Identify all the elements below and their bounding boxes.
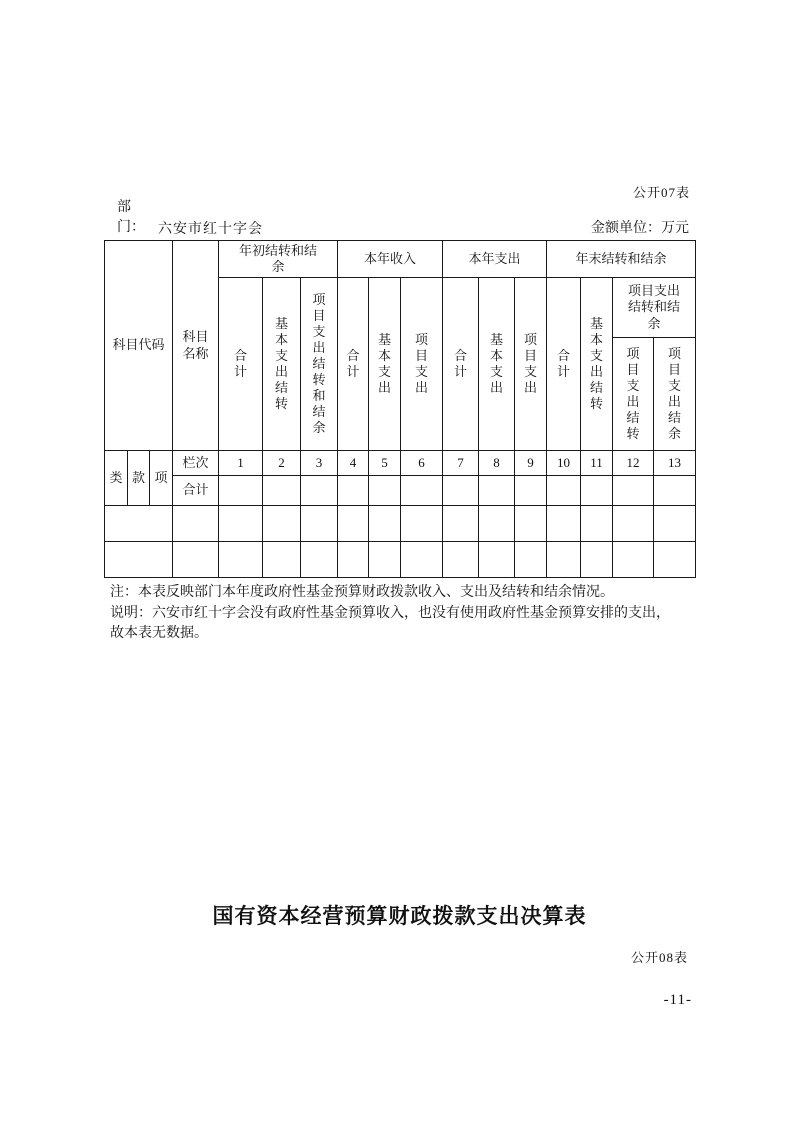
note-line: 注：本表反映部门本年度政府性基金预算财政拨款收入、支出及结转和结余情况。: [110, 585, 614, 600]
header-col-5: 基本支出: [369, 278, 401, 451]
header-col-4: 合计: [338, 278, 369, 451]
header-col-13: 项目支出结余: [654, 338, 696, 451]
empty-cell: [613, 542, 654, 578]
empty-cell: [479, 506, 515, 542]
empty-cell: [338, 542, 369, 578]
empty-cell: [301, 476, 338, 506]
empty-cell: [613, 506, 654, 542]
empty-cell: [479, 542, 515, 578]
empty-cell: [515, 476, 547, 506]
empty-cell: [173, 506, 219, 542]
lanci-4: 4: [338, 451, 369, 476]
empty-cell: [654, 506, 696, 542]
amount-unit-label: 金额单位：万元: [591, 221, 689, 236]
empty-cell: [369, 506, 401, 542]
empty-cell: [443, 476, 479, 506]
lanci-label: 栏次: [173, 451, 219, 476]
empty-cell: [301, 542, 338, 578]
lanci-1: 1: [219, 451, 263, 476]
department-label: 部门：: [117, 200, 145, 235]
empty-cell: [401, 542, 443, 578]
table-notes: [110, 583, 674, 645]
lanci-9: 9: [515, 451, 547, 476]
empty-cell: [443, 506, 479, 542]
empty-cell: [515, 506, 547, 542]
header-col-10: 合计: [547, 278, 581, 451]
header-col-11: 基本支出结转: [581, 278, 613, 451]
empty-cell: [338, 506, 369, 542]
empty-cell: [479, 476, 515, 506]
empty-cell: [219, 542, 263, 578]
empty-cell: [338, 476, 369, 506]
empty-cell: [654, 476, 696, 506]
header-col-9: 项目支出: [515, 278, 547, 451]
total-row-label: 合计: [173, 476, 219, 506]
empty-cell: [369, 542, 401, 578]
header-group-begin-balance: 年初结转和结余: [219, 241, 338, 278]
empty-cell: [263, 506, 301, 542]
empty-cell: [547, 476, 581, 506]
header-col-6: 项目支出: [401, 278, 443, 451]
code-col-lei: 类: [105, 451, 128, 506]
empty-cell: [547, 506, 581, 542]
lanci-10: 10: [547, 451, 581, 476]
header-col-12: 项目支出结转: [613, 338, 654, 451]
empty-cell: [547, 542, 581, 578]
header-subject-code: [105, 241, 173, 451]
empty-cell: [443, 542, 479, 578]
empty-code-cell: [105, 506, 173, 542]
header-col-7: 合计: [443, 278, 479, 451]
header-col-1: 合计: [219, 278, 263, 451]
empty-cell: [263, 542, 301, 578]
empty-cell: [654, 542, 696, 578]
lanci-3: 3: [301, 451, 338, 476]
remark-line: 说明：六安市红十字会没有政府性基金预算收入，也没有使用政府性基金预算安排的支出，故本表无数据。: [110, 605, 670, 641]
sheet-number-08: 公开08表: [630, 950, 688, 965]
empty-cell: [219, 476, 263, 506]
page-number: -11-: [663, 992, 692, 1008]
header-col-2: 基本支出结转: [263, 278, 301, 451]
lanci-5: 5: [369, 451, 401, 476]
code-col-kuan: 款: [128, 451, 150, 506]
lanci-12: 12: [613, 451, 654, 476]
empty-cell: [581, 476, 613, 506]
lanci-13: 13: [654, 451, 696, 476]
lanci-11: 11: [581, 451, 613, 476]
fund-budget-table-wrapper: [104, 240, 696, 578]
empty-cell: [613, 476, 654, 506]
header-col-3: 项目支出结转和结余: [301, 278, 338, 451]
header-group-end-balance: 年末结转和结余: [547, 241, 696, 278]
header-subgroup-project-end: 项目支出结转和结余: [613, 278, 696, 338]
lanci-7: 7: [443, 451, 479, 476]
header-col-8: 基本支出: [479, 278, 515, 451]
header-group-year-expense: 本年支出: [443, 241, 547, 278]
empty-cell: [173, 542, 219, 578]
empty-cell: [581, 506, 613, 542]
empty-cell: [301, 506, 338, 542]
department-name: 六安市红十字会: [158, 222, 263, 237]
empty-cell: [401, 476, 443, 506]
subject-code-label: 科目代码: [112, 337, 165, 353]
lanci-2: 2: [263, 451, 301, 476]
fund-budget-table: [104, 240, 696, 578]
empty-cell: [369, 476, 401, 506]
header-group-year-income: 本年收入: [338, 241, 443, 278]
lanci-6: 6: [401, 451, 443, 476]
subject-name-label: 科目名称: [182, 329, 209, 361]
sheet-number-07: 公开07表: [632, 185, 690, 200]
empty-cell: [581, 542, 613, 578]
header-subject-name: [173, 241, 219, 451]
next-table-title: 国有资本经营预算财政拨款支出决算表: [212, 905, 587, 928]
empty-code-cell: [105, 542, 173, 578]
code-col-xiang: 项: [150, 451, 173, 506]
empty-cell: [515, 542, 547, 578]
empty-cell: [219, 506, 263, 542]
empty-cell: [263, 476, 301, 506]
empty-cell: [401, 506, 443, 542]
lanci-8: 8: [479, 451, 515, 476]
